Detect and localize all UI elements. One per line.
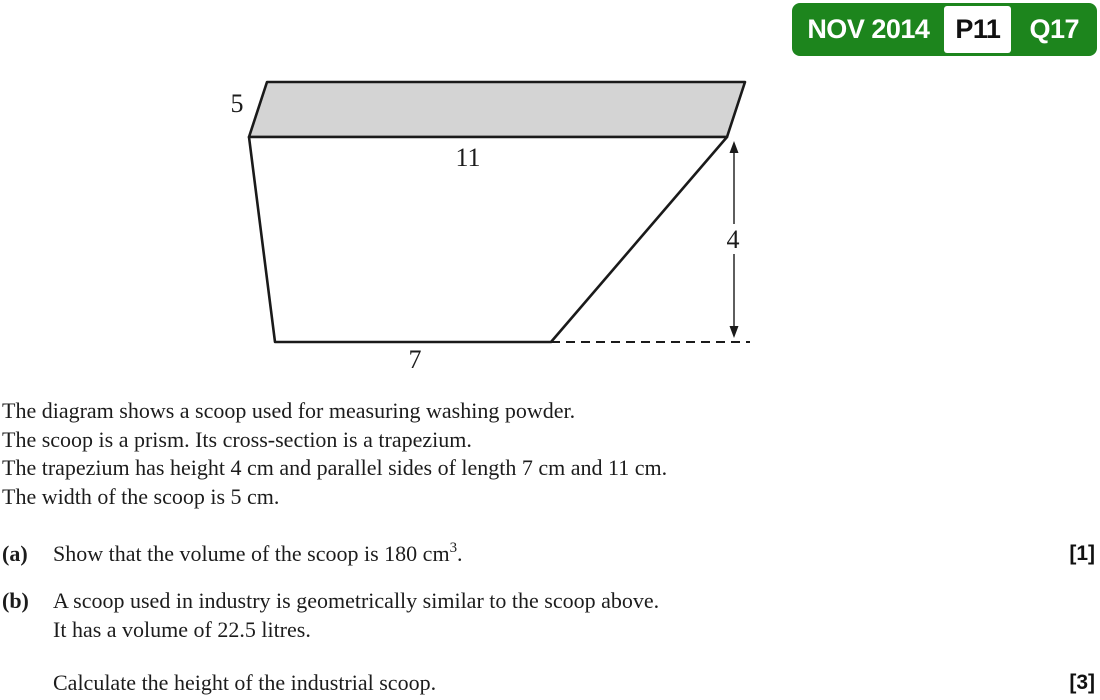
part-b-line1: A scoop used in industry is geometrically similar to the scoop above. (53, 588, 660, 613)
bottom-side-label: 7 (408, 345, 422, 374)
part-b-continuation (53, 669, 436, 698)
part-b-label: (b) (2, 588, 29, 613)
top-side-label: 11 (455, 143, 481, 172)
problem-line: The width of the scoop is 5 cm. (2, 483, 280, 509)
part-a-marks: [1] (1069, 542, 1095, 565)
part-a (2, 540, 463, 569)
part-a-text-period: . (457, 541, 463, 566)
part-b (2, 587, 659, 644)
height-label: 4 (726, 225, 740, 254)
question-number-label: Q17 (1029, 14, 1079, 44)
problem-line: The diagram shows a scoop used for measuring washing powder. (2, 398, 576, 423)
width-label: 5 (230, 89, 244, 118)
question-reference-badge (792, 3, 1097, 56)
problem-line: The trapezium has height 4 cm and parallel sides of length 7 cm and 11 cm. (2, 455, 668, 480)
part-b-line3: Calculate the height of the industrial scoop. (53, 670, 437, 695)
part-b-line2: It has a volume of 22.5 litres. (53, 616, 311, 642)
part-a-label: (a) (2, 541, 28, 566)
part-b-marks: [3] (1069, 671, 1095, 694)
part-a-superscript: 3 (449, 539, 458, 556)
paper-label: P11 (944, 6, 1011, 53)
problem-line: The scoop is a prism. Its cross-section is a trapezium. (2, 426, 472, 452)
part-a-text-main: Show that the volume of the scoop is 180 cm (53, 541, 450, 566)
session-label: NOV 2014 (807, 14, 930, 44)
trapezium-front-face (249, 137, 727, 342)
prism-top-face (249, 82, 745, 137)
problem-statement (2, 397, 667, 511)
part-b-text (53, 587, 659, 644)
scoop-prism-diagram (215, 70, 775, 375)
part-a-text (53, 540, 463, 569)
